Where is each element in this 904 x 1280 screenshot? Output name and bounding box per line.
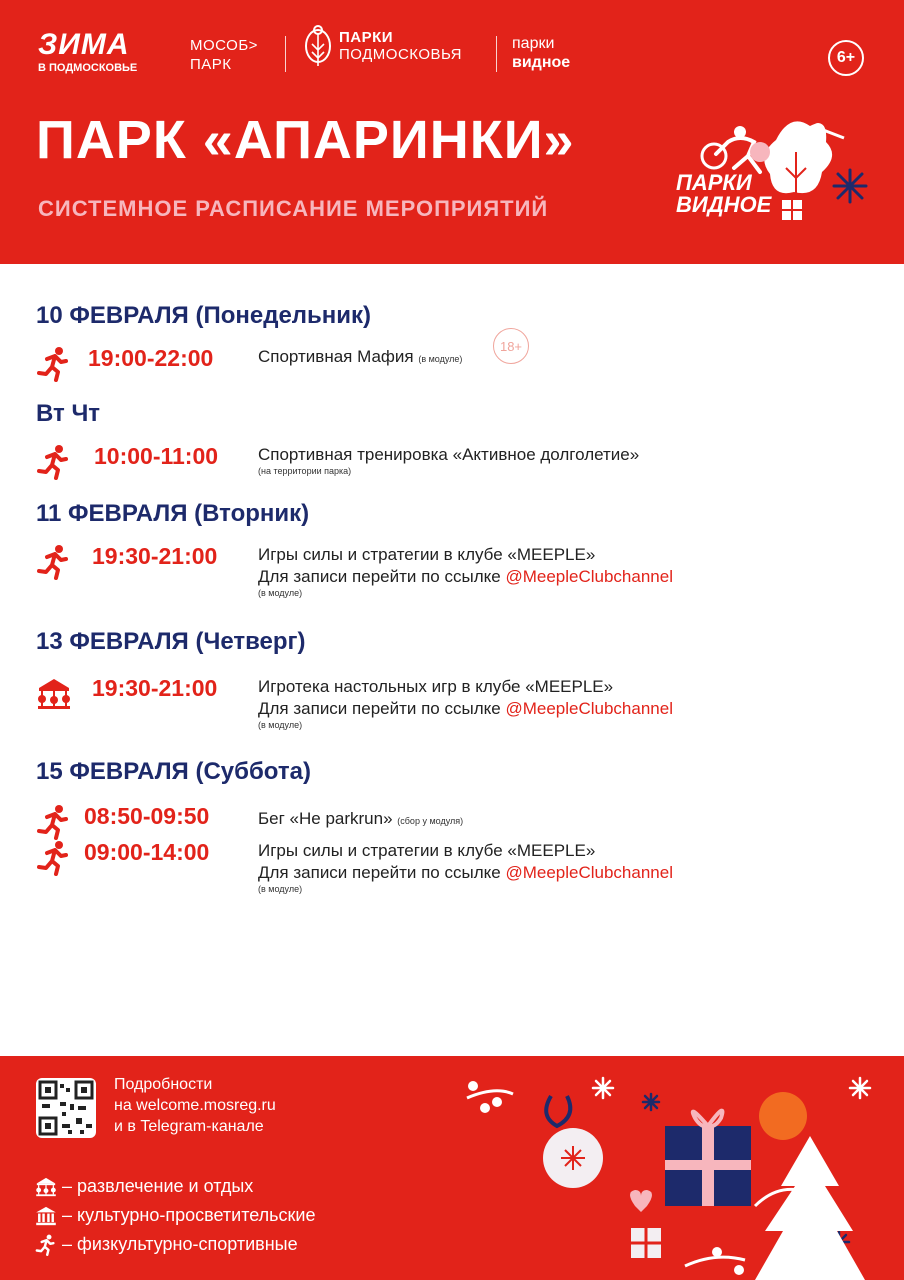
event-note: (в модуле) bbox=[258, 884, 303, 894]
age-18-badge: 18+ bbox=[493, 328, 529, 364]
winter-decorations bbox=[455, 1056, 904, 1280]
qr-code-icon[interactable] bbox=[36, 1078, 96, 1138]
zima-logo-subtitle: В ПОДМОСКОВЬЕ bbox=[38, 62, 138, 74]
legend-label: – культурно-просветительские bbox=[62, 1205, 316, 1225]
event-title: Спортивная Мафия bbox=[258, 347, 414, 366]
day-heading: 13 ФЕВРАЛЯ (Четверг) bbox=[36, 628, 306, 655]
carousel-icon bbox=[34, 1176, 58, 1198]
running-icon bbox=[36, 346, 72, 382]
event-row bbox=[36, 440, 876, 484]
parki-vidnoe-emblem-text bbox=[676, 172, 771, 216]
meeple-channel-link[interactable]: @MeepleClubchannel bbox=[505, 863, 673, 882]
logo-divider bbox=[496, 36, 497, 72]
logo-divider bbox=[285, 36, 286, 72]
website-link[interactable]: на welcome.mosreg.ru bbox=[114, 1097, 276, 1114]
event-description bbox=[258, 346, 462, 370]
event-row bbox=[36, 540, 876, 598]
event-signup-text: Для записи перейти по ссылке bbox=[258, 567, 501, 586]
event-time: 08:50-09:50 bbox=[84, 803, 210, 829]
legend-item bbox=[34, 1172, 316, 1201]
event-description bbox=[258, 544, 673, 599]
event-title: Игротека настольных игр в клубе «MEEPLE» bbox=[258, 677, 614, 696]
age-rating-badge: 6+ bbox=[828, 40, 864, 76]
parki-logo-line1: ПАРКИ bbox=[339, 29, 394, 46]
event-note: (сбор у модуля) bbox=[397, 816, 464, 826]
running-icon bbox=[34, 1234, 58, 1256]
event-note: (в модуле) bbox=[258, 720, 303, 730]
tree-icon bbox=[303, 22, 333, 70]
event-note: (в модуле) bbox=[258, 588, 303, 598]
day-heading: 15 ФЕВРАЛЯ (Суббота) bbox=[36, 758, 311, 785]
vidnoe-logo-line2: видное bbox=[512, 54, 571, 71]
event-signup-text: Для записи перейти по ссылке bbox=[258, 863, 501, 882]
details-text bbox=[114, 1074, 276, 1137]
zima-logo-title: ЗИМА bbox=[38, 28, 130, 61]
museum-icon bbox=[34, 1205, 58, 1227]
event-time: 09:00-14:00 bbox=[84, 839, 210, 865]
running-icon bbox=[36, 544, 72, 580]
event-title: Спортивная тренировка «Активное долголетие» bbox=[258, 445, 640, 464]
mosobpark-logo-line2: ПАРК bbox=[190, 56, 232, 73]
parki-vidnoe-logo bbox=[512, 34, 570, 72]
page-subtitle: СИСТЕМНОЕ РАСПИСАНИЕ МЕРОПРИЯТИЙ bbox=[38, 196, 549, 221]
event-row bbox=[36, 672, 876, 730]
event-description bbox=[258, 840, 673, 895]
parki-podmoskovya-logo bbox=[303, 22, 462, 70]
legend-label: – физкультурно-спортивные bbox=[62, 1234, 298, 1254]
emblem-line2: ВИДНОЕ bbox=[676, 192, 772, 217]
header bbox=[0, 0, 904, 264]
event-row bbox=[36, 836, 876, 894]
emblem-line1: ПАРКИ bbox=[676, 170, 752, 195]
event-description bbox=[258, 808, 463, 832]
event-time: 10:00-11:00 bbox=[94, 443, 219, 469]
legend bbox=[34, 1172, 316, 1259]
event-note: (на территории парка) bbox=[258, 466, 352, 476]
day-heading: Вт Чт bbox=[36, 400, 101, 427]
mosobpark-logo bbox=[190, 36, 258, 74]
vidnoe-logo-line1: парки bbox=[512, 35, 555, 52]
event-title: Игры силы и стратегии в клубе «MEEPLE» bbox=[258, 841, 596, 860]
legend-label: – развлечение и отдых bbox=[62, 1176, 254, 1196]
details-line: Подробности bbox=[114, 1076, 213, 1093]
event-description bbox=[258, 444, 639, 477]
event-time: 19:30-21:00 bbox=[92, 675, 218, 701]
meeple-channel-link[interactable]: @MeepleClubchannel bbox=[505, 567, 673, 586]
running-icon bbox=[36, 804, 72, 840]
mosobpark-logo-line1: МОСОБ> bbox=[190, 37, 258, 54]
page-title: ПАРК «АПАРИНКИ» bbox=[36, 110, 575, 170]
footer bbox=[0, 1056, 904, 1280]
day-heading: 11 ФЕВРАЛЯ (Вторник) bbox=[36, 500, 310, 527]
running-icon bbox=[36, 840, 72, 876]
telegram-link[interactable]: и в Telegram-канале bbox=[114, 1118, 264, 1135]
event-time: 19:00-22:00 bbox=[88, 345, 214, 371]
legend-item bbox=[34, 1230, 316, 1259]
event-time: 19:30-21:00 bbox=[92, 543, 218, 569]
parki-logo-line2: ПОДМОСКОВЬЯ bbox=[339, 46, 463, 63]
zima-logo bbox=[38, 30, 137, 74]
event-note: (в модуле) bbox=[418, 354, 463, 364]
carousel-icon bbox=[36, 676, 72, 712]
event-title: Игры силы и стратегии в клубе «MEEPLE» bbox=[258, 545, 596, 564]
event-description bbox=[258, 676, 673, 731]
day-heading: 10 ФЕВРАЛЯ (Понедельник) bbox=[36, 302, 372, 329]
event-signup-text: Для записи перейти по ссылке bbox=[258, 699, 501, 718]
running-icon bbox=[36, 444, 72, 480]
event-row bbox=[36, 342, 876, 386]
meeple-channel-link[interactable]: @MeepleClubchannel bbox=[505, 699, 673, 718]
event-title: Бег «Не parkrun» bbox=[258, 809, 393, 828]
legend-item bbox=[34, 1201, 316, 1230]
